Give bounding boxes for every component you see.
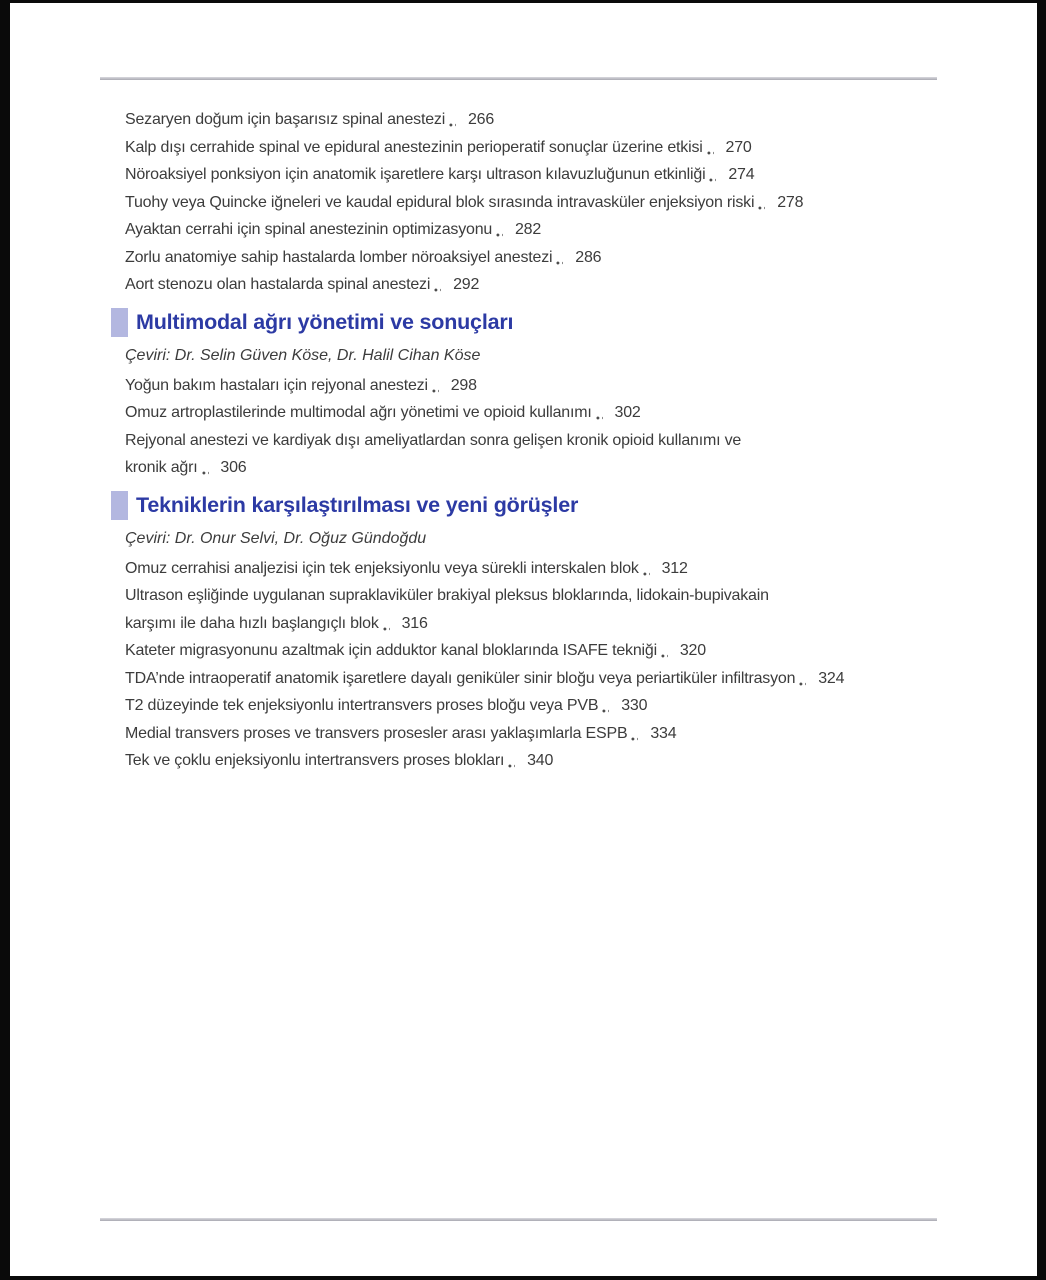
entry-main-line [125,665,930,693]
entry-wrap-line: Ultrason eşliğinde uygulanan supraklaviküler brakiyal pleksus bloklarında, lidokain-bupivakain [125,587,769,604]
toc-entry [125,216,930,244]
toc-entry [125,582,930,637]
toc-entry [125,555,930,583]
entry-title: Tuohy veya Quincke iğneleri ve kaudal epidural blok sırasında intravasküler enjeksiyon riski [125,193,755,211]
entry-title: Medial transvers proses ve transvers prosesler arası yaklaşımlarla ESPB [125,724,628,742]
section-marker-square [111,491,128,520]
entry-page-number: 282 [514,221,542,238]
entry-list [100,372,937,482]
entry-title: Tek ve çoklu enjeksiyonlu intertransvers proses blokları [125,752,505,769]
entry-title: T2 düzeyinde tek enjeksiyonlu intertransvers proses bloğu veya PVB [125,697,599,714]
toc-entry [125,271,930,299]
entry-page-number: 286 [575,248,602,266]
entry-page-number: 320 [679,642,706,659]
dot-leader [595,399,603,427]
entry-wrap-line: Rejyonal anestezi ve kardiyak dışı ameliyatlardan sonra gelişen kronik opioid kullanımı ve [125,431,742,449]
entry-main-line [125,720,930,748]
toc-entry [125,427,930,482]
dot-leader [555,244,563,272]
entry-title: Sezaryen doğum için başarısız spinal anestezi [125,111,446,128]
dot-leader [448,106,456,134]
section-marker-square [111,308,128,337]
entry-title: kronik ağrı [125,459,198,476]
table-of-contents [100,80,937,775]
entry-title: karşımı ile daha hızlı başlangıçlı blok [125,614,379,632]
entry-page-number: 330 [621,697,648,714]
entry-main-line [125,189,930,217]
dot-leader [798,665,806,693]
toc-section [100,308,937,482]
toc-entry [125,244,930,272]
dot-leader [708,161,716,189]
dot-leader [706,134,714,162]
entry-main-line [125,372,930,400]
entry-title: Omuz cerrahisi analjezisi için tek enjeksiyonlu veya sürekli interskalen blok [125,559,639,577]
dot-leader [201,454,209,482]
entry-main-line [125,692,930,720]
entry-page-number: 306 [220,459,247,476]
dot-leader [382,610,390,638]
toc-entry [125,720,930,748]
entry-list [100,106,937,299]
bottom-rule [100,1218,937,1221]
dot-leader [601,692,609,720]
entry-title: Aort stenozu olan hastalarda spinal anestezi [125,276,431,293]
entry-main-line [125,399,930,427]
entry-title: Omuz artroplastilerinde multimodal ağrı yönetimi ve opioid kullanımı [125,404,592,421]
dot-leader [507,747,515,775]
entry-main-line [125,271,930,299]
translators-credit: Çeviri: Dr. Selin Güven Köse, Dr. Halil Cihan Köse [125,346,481,364]
toc-entry [125,692,930,720]
dot-leader [431,372,439,400]
section-heading-row [111,308,937,338]
entry-page-number: 302 [614,404,641,421]
toc-entry [125,134,930,162]
toc-entry [125,106,930,134]
toc-entry [125,665,930,693]
toc-entry [125,372,930,400]
entry-main-line [125,610,930,638]
entry-title: Nöroaksiyel ponksiyon için anatomik işaretlere karşı ultrason kılavuzluğunun etkinliği [125,166,706,183]
entry-title: Kalp dışı cerrahide spinal ve epidural anestezinin perioperatif sonuçlar üzerine etkisi [125,138,703,156]
entry-page-number: 278 [777,193,804,211]
entry-page-number: 324 [818,669,845,687]
dot-leader [495,216,503,244]
toc-entry [125,399,930,427]
entry-page-number: 298 [450,376,477,394]
dot-leader [433,271,441,299]
entry-main-line [125,454,930,482]
section-heading: Multimodal ağrı yönetimi ve sonuçları [136,310,514,334]
page [10,3,1037,1276]
entry-main-line [125,134,930,162]
entry-page-number: 270 [725,138,752,156]
toc-section [100,106,937,299]
entry-main-line [125,244,930,272]
entry-page-number: 316 [401,614,428,632]
section-heading: Tekniklerin karşılaştırılması ve yeni görüşler [136,493,579,517]
entry-title: TDA’nde intraoperatif anatomik işaretlere dayalı geniküler sinir bloğu veya periartiküler infiltrasyon [125,669,796,687]
entry-title: Ayaktan cerrahi için spinal anestezinin optimizasyonu [125,221,493,238]
dot-leader [642,555,650,583]
entry-page-number: 292 [453,276,480,293]
entry-title: Yoğun bakım hastaları için rejyonal anestezi [125,376,428,394]
translators-credit: Çeviri: Dr. Onur Selvi, Dr. Oğuz Gündoğdu [125,529,427,547]
entry-main-line [125,216,930,244]
dot-leader [757,189,765,217]
entry-list [100,555,937,775]
entry-main-line [125,747,930,775]
toc-section [100,491,937,775]
entry-page-number: 334 [650,724,677,742]
entry-main-line [125,161,930,189]
toc-entry [125,637,930,665]
entry-title: Zorlu anatomiye sahip hastalarda lomber nöroaksiyel anestezi [125,248,553,266]
entry-main-line [125,637,930,665]
dot-leader [660,637,668,665]
entry-page-number: 340 [527,752,554,769]
entry-page-number: 312 [661,559,688,577]
section-heading-row [111,491,937,521]
entry-main-line [125,106,930,134]
entry-main-line [125,555,930,583]
entry-page-number: 266 [467,111,495,128]
entry-page-number: 274 [728,166,755,183]
toc-entry [125,161,930,189]
dot-leader [630,720,638,748]
entry-title: Kateter migrasyonunu azaltmak için adduktor kanal bloklarında ISAFE tekniği [125,642,657,659]
toc-entry [125,189,930,217]
toc-entry [125,747,930,775]
